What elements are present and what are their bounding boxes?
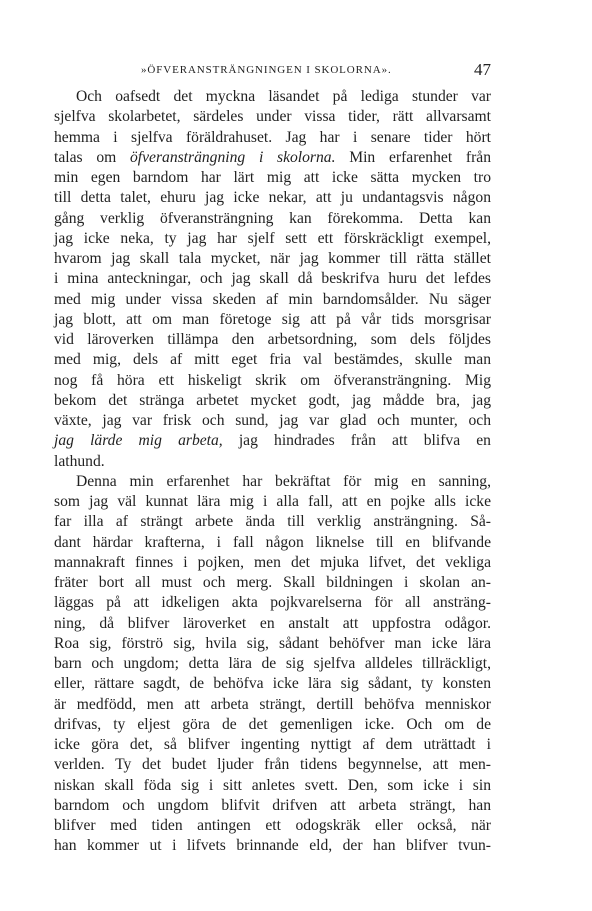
text-line: nog få höra ett hiskeligt skrik om öfveransträngning. Mig [54, 371, 491, 389]
text-line: lathund. [54, 452, 105, 470]
text-line: till detta talet, ehuru jag icke nekar, att ju undantagsvis någon [54, 189, 491, 207]
text-line: mannakraft finnes i pojken, men det mjuka lifvet, det vekliga [54, 553, 491, 571]
text-line: Denna min erfarenhet har bekräftat för mig en sanning, [76, 472, 491, 490]
text-line: hvarom jag skall tala mycket, när jag kommer till rätta stället [54, 250, 491, 267]
text-line: Och oafsedt det myckna läsandet på lediga stunder var [76, 88, 491, 105]
text-line: med mig, dels af mitt eget fria val bestämdes, skulle man [54, 351, 491, 369]
text-line: far illa af strängt arbete ända till verklig ansträngning. Så- [54, 513, 491, 531]
text-line: eller, rättare sagdt, de behöfva icke lära sig sådant, ty konsten [54, 675, 491, 693]
text-line: hemma i sjelfva föräldrahuset. Jag har i senare tider hört [54, 128, 491, 146]
text-line: verlden. Ty det budet ljuder från tidens begynnelse, att men- [54, 756, 491, 774]
text-line: ning, då blifver läroverket en anstalt att uppfostra odågor. [54, 614, 491, 632]
text-line: sjelfva skolarbetet, särdeles under vissa tider, rätt allvarsamt [54, 108, 491, 126]
text-line: niskan skall föda sig i sitt anletes svett. Den, som icke i sin [54, 776, 491, 794]
text-line: fräter bort all must och merg. Skall bildningen i skolan an- [54, 574, 491, 591]
text-segment: Min erfarenhet från [335, 148, 492, 166]
text-line: Roa sig, förströ sig, hvila sig, sådant behöfver man icke lära [54, 634, 491, 652]
text-line: jag icke neka, ty jag har sjelf sett ett förskräckligt exempel, [54, 229, 491, 247]
text-line: blifver med tiden antingen ett odogskräk eller också, när [54, 817, 491, 834]
text-line: jag blott, att om man företoge sig att på vår tids morsgrisar [54, 310, 491, 328]
text-segment: jag hindrades från att blifva en [222, 432, 491, 450]
text-line: i mina anteckningar, och jag skall då beskrifva huru det lefdes [54, 270, 491, 288]
text-line: växte, jag var frisk och sund, jag var glad och munter, och [54, 412, 491, 429]
text-line: drifvas, ty eljest göra de det gemenligen icke. Och om de [54, 715, 491, 733]
text-line: bekom det stränga arbetet mycket godt, jag mådde bra, jag [54, 391, 491, 409]
emphasized-phrase: jag lärde mig arbeta, [54, 432, 223, 450]
text-line: han kommer ut i lifvets brinnande eld, der han blifver tvun- [54, 837, 491, 855]
text-line: som jag väl kunnat lära mig i alla fall, att en pojke alls icke [54, 493, 491, 510]
page-number: 47 [474, 60, 491, 79]
text-line: icke göra det, så blifver ingenting nyttigt af dem uträttadt i [54, 736, 491, 753]
text-line: vid läroverken tillämpa den arbetsordning, som dels följdes [54, 331, 491, 348]
text-line: gång verklig öfveransträngning kan förekomma. Detta kan [54, 209, 491, 227]
body-text [54, 87, 491, 857]
emphasized-phrase: öfveransträngning i skolorna. [129, 148, 336, 166]
running-title: »ÖFVERANSTRÄNGNINGEN I SKOLORNA». [141, 64, 392, 76]
text-line: är medfödd, men att arbeta strängt, dertill behöfva menniskor [54, 695, 491, 713]
text-line [54, 431, 491, 451]
running-head [0, 62, 592, 82]
text-line: min egen barndom har lärt mig att icke sätta mycken tro [54, 169, 491, 186]
text-line: dant härdar krafterna, i fall någon liknelse till en blifvande [54, 533, 491, 551]
text-line: med mig under vissa skeden af min barndomsålder. Nu säger [54, 290, 491, 308]
text-line: läggas på att idkeligen akta pojkvarelserna för all ansträng- [54, 594, 491, 612]
text-line: barn och ungdom; detta lära de sig sjelfva alldeles tillräckligt, [54, 655, 491, 672]
text-line: barndom och ungdom blifvit drifven att arbeta strängt, han [54, 796, 491, 814]
text-line [54, 148, 491, 168]
text-segment: talas om [54, 148, 130, 166]
